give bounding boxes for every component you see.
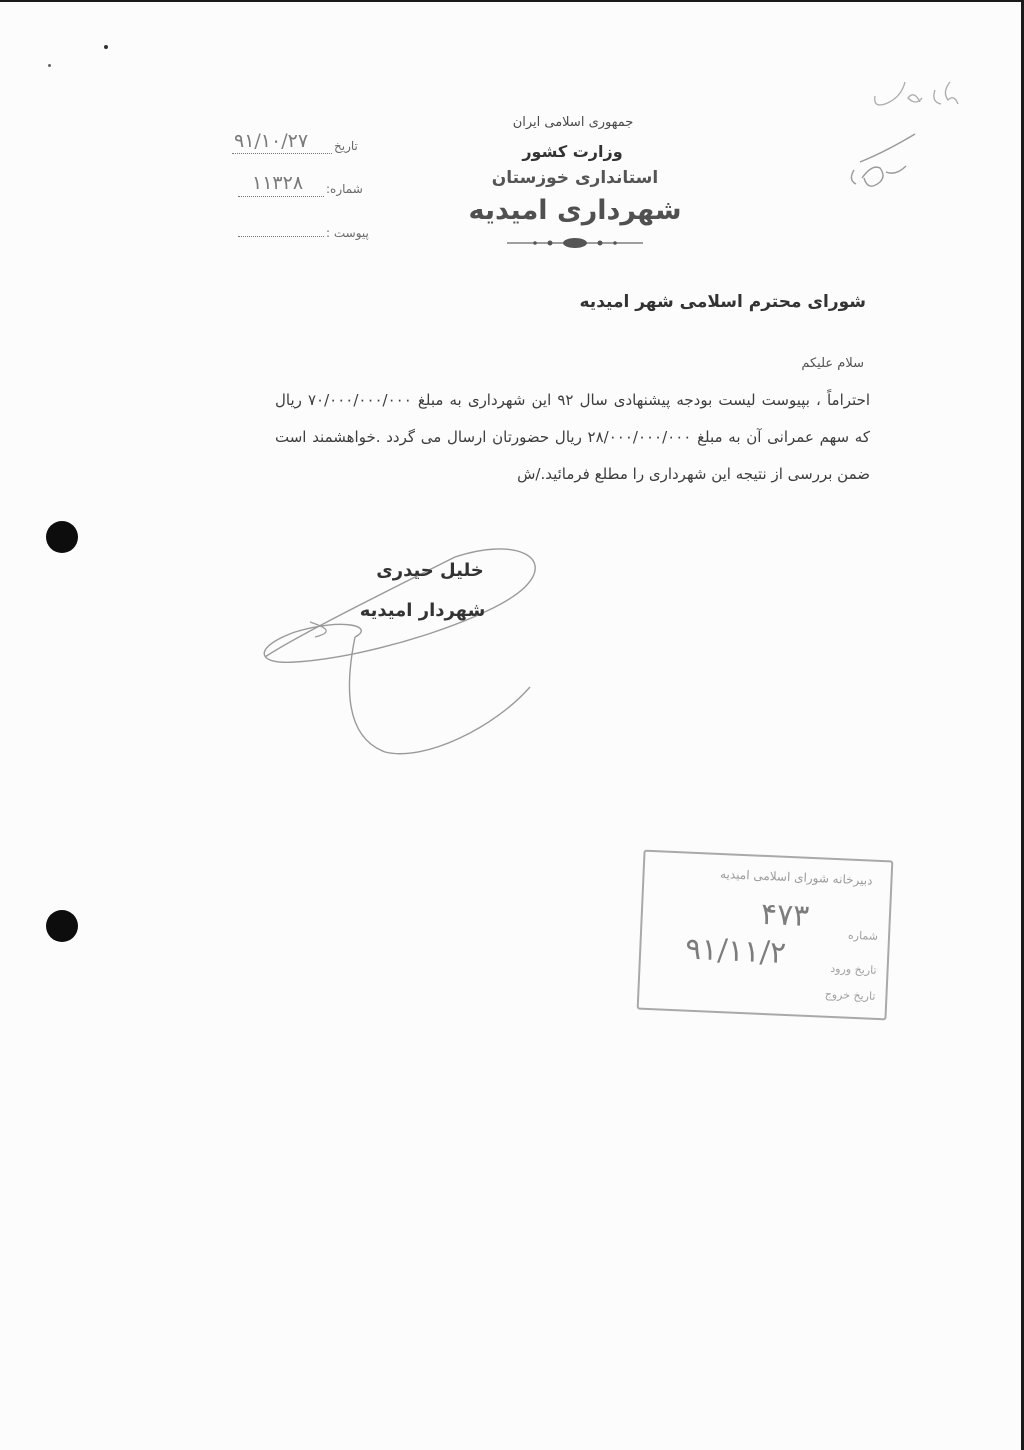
scan-speck	[104, 45, 108, 49]
number-label: شماره:	[326, 182, 363, 196]
stamp-exit-label: تاریخ خروج	[824, 987, 876, 1003]
header-republic: جمهوری اسلامی ایران	[512, 115, 634, 130]
greeting: سلام علیکم	[801, 356, 864, 371]
stamp-number-handwritten: ۴۷۳	[760, 896, 810, 934]
date-line	[232, 153, 332, 154]
recipient-title: شورای محترم اسلامی شهر امیدیه	[579, 292, 866, 312]
header-province: استانداری خوزستان	[491, 168, 659, 188]
header-ornament	[505, 236, 645, 250]
letter-body: احتراماً ، بپیوست لیست بودجه پیشنهادی سال ۹۲ این شهرداری به مبلغ ۷۰/۰۰۰/۰۰۰/۰۰۰ ریال که سهم عمرانی آن به مبلغ ۲۸/۰۰۰/۰۰۰/۰۰۰ ریال حضورتان ارسال می گردد .خواهشمند است ضمن بررسی از نتیجه این شهرداری را مطلع فرمائید./ش	[275, 391, 871, 483]
attachment-line	[238, 236, 324, 237]
attachment-label: پیوست :	[326, 226, 369, 240]
number-value: ۱۱۳۲۸	[252, 172, 304, 194]
header-municipality: شهرداری امیدیه	[468, 195, 682, 226]
punch-hole	[46, 521, 78, 553]
stamp-number-label: شماره	[847, 928, 879, 943]
signatory-title: شهردار امیدیه	[359, 600, 486, 621]
handwritten-note	[840, 62, 970, 202]
header-ministry: وزارت کشور	[522, 142, 623, 161]
stamp-date-label: تاریخ ورود	[830, 961, 877, 977]
date-label: تاریخ	[334, 139, 358, 153]
number-line	[238, 196, 324, 197]
signatory-name: خلیل حیدری	[376, 560, 484, 581]
receipt-stamp	[637, 850, 894, 1021]
scan-speck	[48, 64, 51, 67]
date-value: ۹۱/۱۰/۲۷	[234, 130, 309, 152]
punch-hole	[46, 910, 78, 942]
stamp-date-handwritten: ۹۱/۱۱/۲	[684, 931, 787, 971]
stamp-title: دبیرخانه شورای اسلامی امیدیه	[719, 866, 873, 888]
